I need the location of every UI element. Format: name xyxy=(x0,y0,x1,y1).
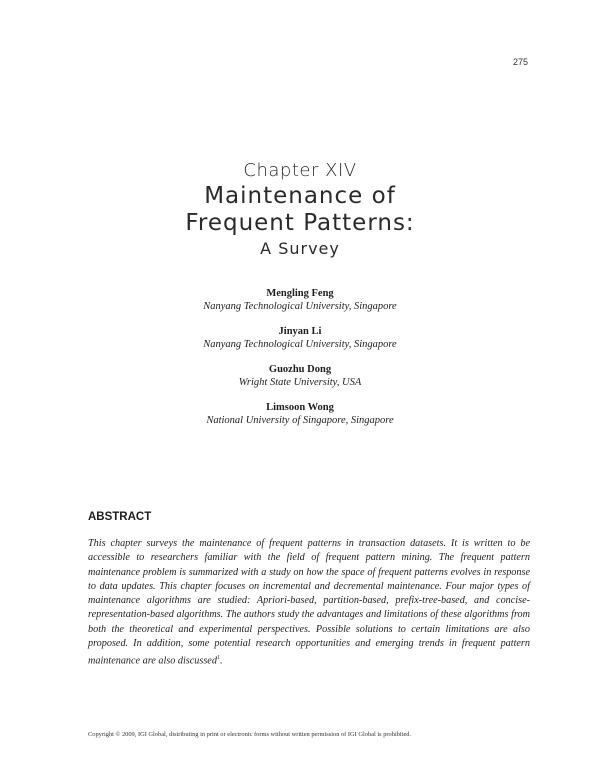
author-block xyxy=(0,287,600,314)
author-block xyxy=(0,325,600,352)
title-line-1: Maintenance of xyxy=(204,183,396,209)
author-block xyxy=(0,401,600,428)
author-affiliation: National University of Singapore, Singapore xyxy=(206,415,394,426)
copyright-notice: Copyright © 2009, IGI Global, distributing in print or electronic forms without written permission of IGI Global is prohibited. xyxy=(88,731,412,738)
abstract-text: This chapter surveys the maintenance of frequent patterns in transaction datasets. It is written to be accessible to researchers familiar with the field of frequent pattern mining. The frequent pattern maintenance problem is summarized with a study on how the space of frequent patterns evolves in response to data updates. This chapter focuses on incremental and decremental maintenance. Four major types of maintenance algorithms are studied: Apriori-based, partition-based, prefix-tree-based, and concise-representation-based algorithms. The authors study the advantages and limitations of these algorithms from both the theoretical and experimental perspectives. Possible solutions to certain limitations are also proposed. In addition, some potential research opportunities and emerging trends in frequent pattern maintenance are also discussed xyxy=(88,538,530,667)
abstract-heading: ABSTRACT xyxy=(88,511,152,523)
chapter-subtitle: A Survey xyxy=(260,239,340,258)
author-affiliation: Nanyang Technological University, Singapore xyxy=(203,339,397,350)
author-affiliation: Nanyang Technological University, Singapore xyxy=(203,301,397,312)
abstract-period: . xyxy=(219,655,223,667)
author-name: Guozhu Dong xyxy=(268,364,332,375)
author-name: Mengling Feng xyxy=(266,288,334,299)
abstract-body xyxy=(88,537,530,669)
page-number: 275 xyxy=(512,57,528,67)
author-affiliation: Wright State University, USA xyxy=(238,377,362,388)
author-block xyxy=(0,363,600,390)
title-line-2: Frequent Patterns: xyxy=(185,210,415,236)
chapter-label: Chapter XIV xyxy=(243,160,357,181)
chapter-title xyxy=(0,183,600,237)
footnote-marker[interactable]: 1 xyxy=(216,655,220,662)
author-name: Jinyan Li xyxy=(278,326,322,337)
author-name: Limsoon Wong xyxy=(266,402,334,413)
author-list xyxy=(0,287,600,439)
